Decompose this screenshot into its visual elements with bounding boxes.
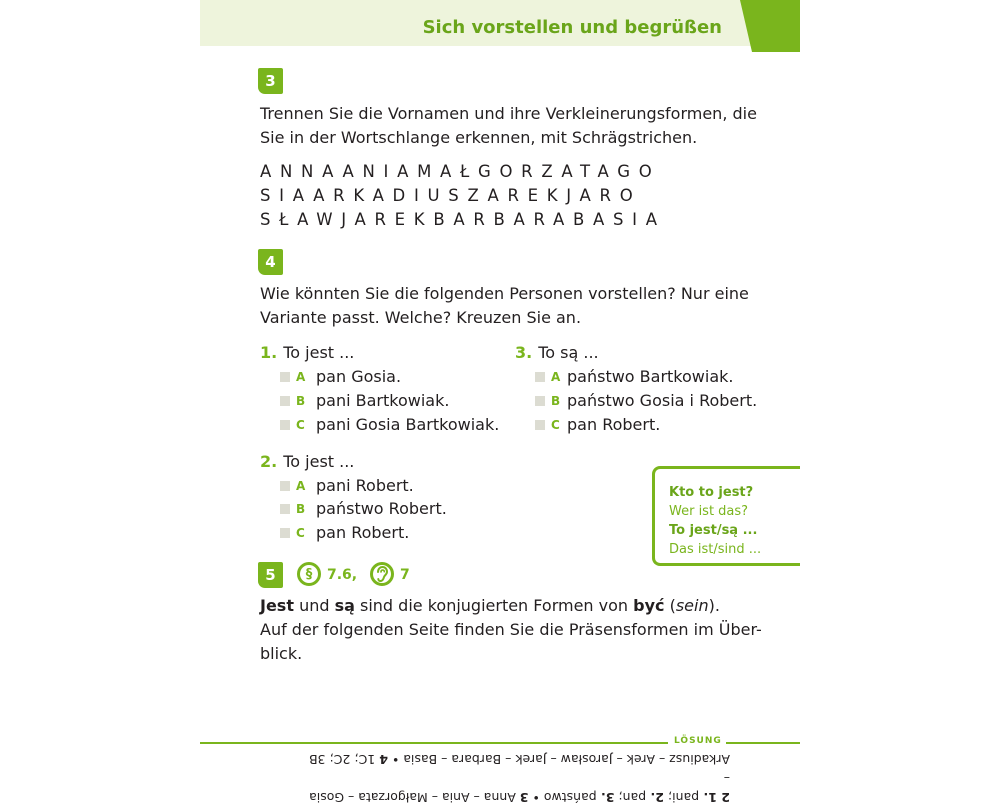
item-prompt-text: To są ... — [538, 343, 599, 362]
answer-line — [300, 750, 730, 769]
grammar-reference: 7.6, — [327, 567, 358, 583]
option-letter: B — [296, 394, 306, 408]
answer-exercise-number: 4 — [379, 752, 388, 767]
bold-word: być — [633, 596, 665, 615]
text-line: Auf der folgenden Seite finden Sie die Präsensformen im Über- — [260, 620, 762, 639]
info-box — [652, 466, 800, 566]
option-letter: B — [551, 394, 561, 408]
answer-exercise-number: 3 — [519, 790, 529, 805]
exercise-4-instruction — [260, 282, 749, 330]
option-letter: A — [296, 370, 306, 384]
item-2-prompt — [260, 450, 354, 474]
text-span: und — [293, 596, 335, 615]
audio-reference: 7 — [400, 567, 410, 583]
text-span: ( — [664, 596, 676, 615]
item-1-prompt — [260, 341, 354, 365]
item-1-option-a[interactable] — [280, 365, 401, 389]
info-translation: Das ist/sind ... — [669, 542, 762, 557]
instruction-line: Variante passt. Welche? Kreuzen Sie an. — [260, 308, 582, 327]
option-text: pani Bartkowiak. — [316, 391, 450, 410]
option-letter: C — [296, 526, 305, 540]
italic-word: sein — [675, 596, 709, 615]
checkbox[interactable] — [280, 420, 290, 430]
answer-exercise-number: 2 — [721, 790, 730, 805]
exercise-3-instruction — [260, 102, 757, 150]
text-span: ). — [708, 596, 720, 615]
solution-label: LÖSUNG — [674, 736, 722, 746]
solution-answers — [300, 750, 730, 807]
text-span: sind die konjugierten Formen von — [354, 596, 634, 615]
checkbox[interactable] — [535, 396, 545, 406]
ear-icon[interactable] — [370, 562, 394, 586]
info-translation: Wer ist das? — [669, 504, 749, 519]
exercise-5-text — [260, 594, 762, 666]
section-sign-icon[interactable]: § — [297, 562, 321, 586]
option-text: pani Robert. — [316, 476, 414, 495]
instruction-line: Trennen Sie die Vornamen und ihre Verkleinerungsformen, die — [260, 104, 757, 123]
answer-item-number: 1. — [699, 790, 722, 805]
exercise-5-badge: 5 — [258, 562, 283, 588]
answer-text: 1C; 2C; 3B — [309, 752, 380, 767]
solution-divider-left — [200, 742, 668, 744]
word-snake — [260, 160, 666, 232]
item-3-option-c[interactable] — [535, 413, 660, 437]
checkbox[interactable] — [535, 372, 545, 382]
text-line: blick. — [260, 644, 303, 663]
checkbox[interactable] — [280, 481, 290, 491]
solution-divider-right — [726, 742, 800, 744]
info-question: Kto to jest? — [669, 485, 754, 500]
item-1-option-c[interactable] — [280, 413, 499, 437]
item-1-option-b[interactable] — [280, 389, 449, 413]
option-letter: A — [296, 479, 306, 493]
option-text: państwo Gosia i Robert. — [567, 391, 758, 410]
option-letter: B — [296, 502, 306, 516]
answer-text: państwo • — [528, 790, 597, 805]
word-snake-row[interactable]: SŁAWJAREKBARBARABASIA — [260, 210, 666, 229]
exercise-4-badge: 4 — [258, 249, 283, 275]
item-3-prompt — [515, 341, 599, 365]
item-number: 3. — [515, 343, 533, 362]
page-title: Sich vorstellen und begrüßen — [422, 17, 722, 38]
option-letter: C — [551, 418, 560, 432]
answer-text: Arkadiusz – Arek – Jarosław – Jarek – Barbara – Basia • — [387, 752, 730, 767]
item-2-option-a[interactable] — [280, 474, 414, 498]
checkbox[interactable] — [280, 396, 290, 406]
checkbox[interactable] — [280, 372, 290, 382]
word-snake-row[interactable]: ANNAANIAMAŁGORZATAGO — [260, 162, 661, 181]
item-number: 1. — [260, 343, 278, 362]
item-3-option-a[interactable] — [535, 365, 733, 389]
instruction-line: Sie in der Wortschlange erkennen, mit Schrägstrichen. — [260, 128, 698, 147]
answer-text: Anna – Ania – Małgorzata – Gosia – — [309, 771, 730, 805]
option-letter: A — [551, 370, 561, 384]
bold-word: Jest — [260, 596, 294, 615]
checkbox[interactable] — [535, 420, 545, 430]
answer-item-number: 2. — [646, 790, 664, 805]
item-number: 2. — [260, 452, 278, 471]
bold-word: są — [334, 596, 355, 615]
option-text: pan Gosia. — [316, 367, 402, 386]
checkbox[interactable] — [280, 528, 290, 538]
info-question: To jest/są ... — [669, 523, 758, 538]
answer-text: pan; — [614, 790, 647, 805]
exercise-3-badge: 3 — [258, 68, 283, 94]
option-text: państwo Robert. — [316, 499, 447, 518]
text-line — [260, 594, 762, 618]
answer-line — [300, 769, 730, 807]
answer-item-number: 3. — [596, 790, 615, 805]
item-2-option-b[interactable] — [280, 497, 447, 521]
option-text: pan Robert. — [316, 523, 410, 542]
option-letter: C — [296, 418, 305, 432]
word-snake-row[interactable]: SIAARKADIUSZAREKJARO — [260, 186, 642, 205]
textbook-page — [200, 0, 800, 805]
option-text: państwo Bartkowiak. — [567, 367, 734, 386]
item-2-option-c[interactable] — [280, 521, 409, 545]
answer-text: pani; — [663, 790, 700, 805]
instruction-line: Wie könnten Sie die folgenden Personen vorstellen? Nur eine — [260, 284, 749, 303]
checkbox[interactable] — [280, 504, 290, 514]
option-text: pani Gosia Bartkowiak. — [316, 415, 500, 434]
item-3-option-b[interactable] — [535, 389, 757, 413]
item-prompt-text: To jest ... — [283, 452, 355, 471]
option-text: pan Robert. — [567, 415, 661, 434]
item-prompt-text: To jest ... — [283, 343, 355, 362]
